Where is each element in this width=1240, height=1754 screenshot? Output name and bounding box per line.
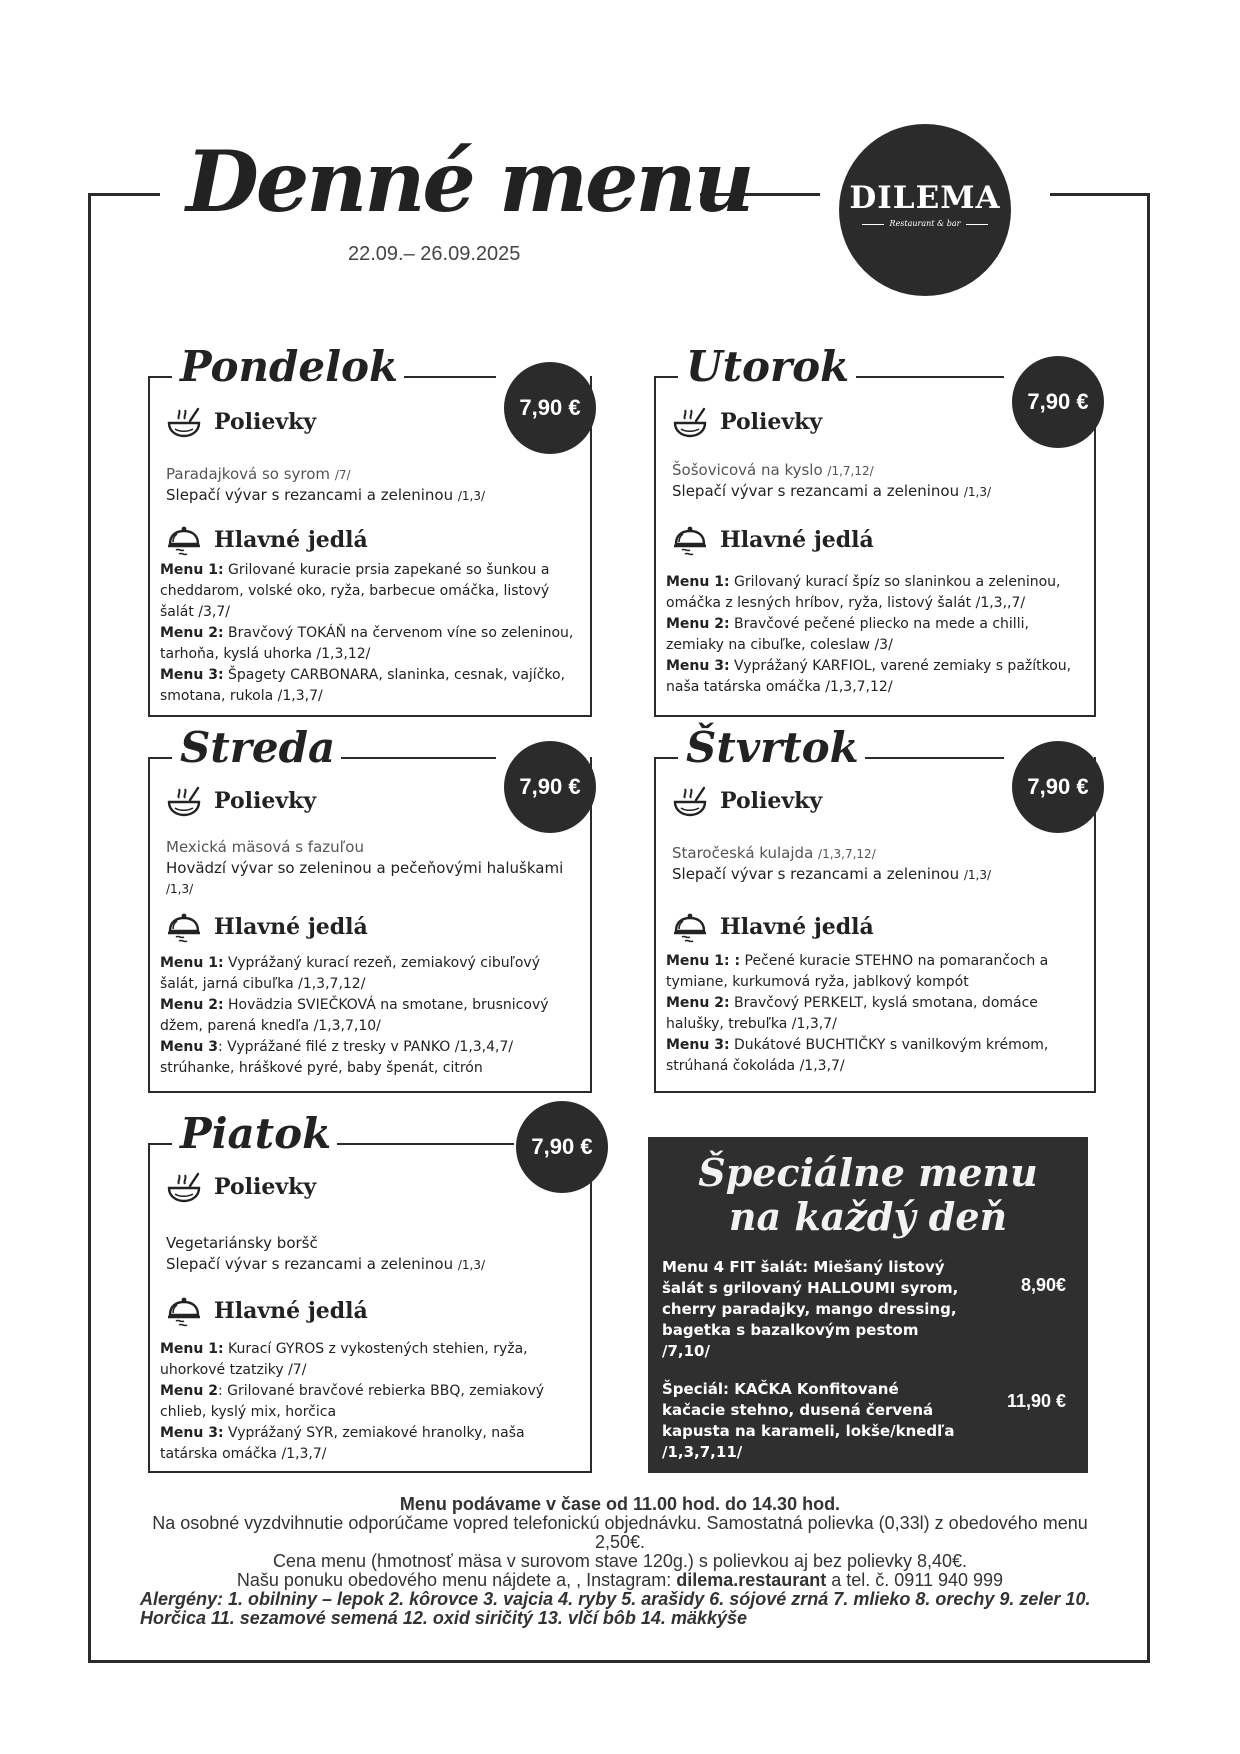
main-item: Menu 3: Vyprážaný SYR, zemiakové hranolky, naša tatárska omáčka /1,3,7/ <box>160 1425 525 1462</box>
day-card-streda <box>148 723 592 1093</box>
special-price: 11,90 € <box>1006 1391 1066 1411</box>
soups-heading <box>166 783 316 819</box>
soups-heading <box>672 783 822 819</box>
special-price: 8,90€ <box>1020 1275 1066 1295</box>
footer-info <box>140 1495 1100 1628</box>
page-title: Denné menu <box>186 132 752 231</box>
logo-subtitle: Restaurant & bar <box>839 219 1011 228</box>
soup-item: Slepačí vývar s rezancami a zeleninou /1,3/ <box>672 482 992 500</box>
day-name: Pondelok <box>176 346 404 388</box>
day-card-piatok <box>148 1109 593 1473</box>
price-note: Cena menu (hmotnosť mäsa v surovom stave 120g.) s polievkou aj bez polievky 8,40€. <box>272 1551 968 1571</box>
soup-item: Paradajková so syrom /7/ <box>166 465 351 483</box>
contact-line: Našu ponuku obedového menu nájdete a, , Instagram: dilema.restaurant a tel. č. 0911 940 999 <box>236 1570 1004 1590</box>
soup-item: Slepačí vývar s rezancami a zeleninou /1,3/ <box>166 486 486 504</box>
main-item: Menu 2: Bravčový TOKÁŇ na červenom víne so zeleninou, tarhoňa, kyslá uhorka /1,3,12/ <box>160 625 574 662</box>
main-item: Menu 1: : Pečené kuracie STEHNO na pomarančoch a tymiane, kurkumová ryža, jablkový kompót <box>666 953 1049 990</box>
mains-label: Hlavné jedlá <box>214 914 368 940</box>
special-menu-title: Špeciálne menu na každý deň <box>698 1150 1038 1239</box>
soup-item: Šošovicová na kyslo /1,7,12/ <box>672 461 874 479</box>
soup-item: Slepačí vývar s rezancami a zeleninou /1,3/ <box>672 865 992 883</box>
soups-list <box>672 843 1080 885</box>
soups-label: Polievky <box>720 788 823 814</box>
soup-item: Hovädzí vývar so zeleninou a pečeňovými haluškami /1,3/ <box>166 859 564 896</box>
price-badge: 7,90 € <box>504 741 596 833</box>
mains-list <box>160 560 582 707</box>
soups-label: Polievky <box>214 1174 317 1200</box>
soup-item: Mexická mäsová s fazuľou <box>166 838 364 856</box>
mains-list <box>666 572 1086 698</box>
main-item: Menu 2: Bravčový PERKELT, kyslá smotana, domáce halušky, trebuľka /1,3,7/ <box>666 995 1038 1032</box>
serving-time: Menu podávame v čase od 11.00 hod. do 14.30 hod. <box>399 1494 841 1514</box>
main-item: Menu 1: Vyprážaný kurací rezeň, zemiakový cibuľový šalát, jarná cibuľka /1,3,7,12/ <box>160 955 540 992</box>
special-item-fit-salad: Menu 4 FIT šalát: Miešaný listový šalát s grilovaný HALLOUMI syrom, cherry paradajky, mango dressing, bagetka s bazalkovým pestom /7,10/ <box>662 1258 959 1360</box>
cloche-icon <box>166 522 202 558</box>
main-item: Menu 3: Dukátové BUCHTIČKY s vanilkovým krémom, strúhaná čokoláda /1,3,7/ <box>666 1037 1049 1074</box>
day-card-pondelok <box>148 342 592 717</box>
main-item: Menu 2: Grilované bravčové rebierka BBQ, zemiakový chlieb, kyslý mix, horčica <box>160 1383 545 1420</box>
price-badge: 7,90 € <box>1012 741 1104 833</box>
day-name: Štvrtok <box>682 727 865 769</box>
soups-label: Polievky <box>214 409 317 435</box>
price-badge: 7,90 € <box>516 1101 608 1193</box>
allergens-legend: Alergény: 1. obilniny – lepok 2. kôrovce 3. vajcia 4. ryby 5. arašidy 6. sójové zrná 7. mlieko 8. orechy 9. zeler 10. Horčica 11. sezamové semená 12. oxid siričitý 13. vlčí bôb 14. mäkkýše <box>140 1589 1091 1628</box>
soup-item: Staročeská kulajda /1,3,7,12/ <box>672 844 876 862</box>
soups-list <box>166 1233 576 1275</box>
mains-label: Hlavné jedlá <box>214 527 368 553</box>
main-item: Menu 3: Vyprážané filé z tresky v PANKO /1,3,4,7/ strúhanke, hráškové pyré, baby špenát, citrón <box>160 1039 514 1076</box>
price-badge: 7,90 € <box>1012 356 1104 448</box>
mains-heading <box>166 1293 368 1329</box>
mains-heading <box>166 909 368 945</box>
soups-heading <box>166 1169 316 1205</box>
soups-label: Polievky <box>720 409 823 435</box>
main-item: Menu 1: Grilovaný kurací špíz so slaninkou a zeleninou, omáčka z lesných hríbov, ryža, listový šalát /1,3,,7/ <box>666 574 1061 611</box>
soup-bowl-icon <box>166 404 202 440</box>
main-item: Menu 3: Vyprážaný KARFIOL, varené zemiaky s pažítkou, naša tatárska omáčka /1,3,7,12/ <box>666 658 1072 695</box>
soup-bowl-icon <box>166 783 202 819</box>
day-name: Utorok <box>682 346 855 388</box>
soup-item: Vegetariánsky boršč <box>166 1234 318 1252</box>
mains-heading <box>672 909 874 945</box>
day-name: Streda <box>176 727 341 769</box>
mains-label: Hlavné jedlá <box>720 914 874 940</box>
soup-item: Slepačí vývar s rezancami a zeleninou /1,3/ <box>166 1255 486 1273</box>
cloche-icon <box>672 909 708 945</box>
soups-heading <box>672 404 822 440</box>
soup-bowl-icon <box>672 404 708 440</box>
soup-bowl-icon <box>166 1169 202 1205</box>
soups-list <box>166 837 576 899</box>
day-card-utorok <box>654 342 1096 717</box>
special-item-duck: Špeciál: KAČKA Konfitované kačacie stehno, dusená červená kapusta na karameli, lokše/knedľa /1,3,7,11/ <box>662 1380 955 1461</box>
cloche-icon <box>166 1293 202 1329</box>
mains-heading <box>672 522 874 558</box>
logo-name: DILEMA <box>849 180 1001 216</box>
day-name: Piatok <box>176 1113 337 1155</box>
main-item: Menu 2: Bravčové pečené pliecko na mede a chilli, zemiaky na cibuľke, coleslaw /3/ <box>666 616 1029 653</box>
main-item: Menu 3: Špagety CARBONARA, slaninka, cesnak, vajíčko, smotana, rukola /1,3,7/ <box>160 667 566 704</box>
soup-bowl-icon <box>672 783 708 819</box>
soups-list <box>166 464 576 506</box>
restaurant-logo <box>839 124 1011 296</box>
mains-list <box>666 951 1086 1077</box>
soups-list <box>672 460 1080 502</box>
soups-label: Polievky <box>214 788 317 814</box>
mains-list <box>160 1339 582 1465</box>
main-item: Menu 1: Grilované kuracie prsia zapekané so šunkou a cheddarom, volské oko, ryža, barbecue omáčka, listový šalát /3,7/ <box>160 562 550 620</box>
price-badge: 7,90 € <box>504 362 596 454</box>
date-range: 22.09.– 26.09.2025 <box>348 243 521 265</box>
main-item: Menu 1: Kurací GYROS z vykostených stehien, ryža, uhorkové tzatziky /7/ <box>160 1341 528 1378</box>
cloche-icon <box>672 522 708 558</box>
soups-heading <box>166 404 316 440</box>
mains-label: Hlavné jedlá <box>214 1298 368 1324</box>
mains-heading <box>166 522 368 558</box>
mains-list <box>160 953 582 1079</box>
mains-label: Hlavné jedlá <box>720 527 874 553</box>
special-menu-box <box>648 1137 1088 1473</box>
instagram-handle: dilema.restaurant <box>676 1570 827 1590</box>
main-item: Menu 2: Hovädzia SVIEČKOVÁ na smotane, brusnicový džem, parená knedľa /1,3,7,10/ <box>160 997 549 1034</box>
cloche-icon <box>166 909 202 945</box>
pickup-note: Na osobné vyzdvihnutie odporúčame vopred telefonickú objednávku. Samostatná polievka (0,33l) z obedového menu 2,50€. <box>152 1513 1088 1552</box>
day-card-stvrtok <box>654 723 1096 1093</box>
